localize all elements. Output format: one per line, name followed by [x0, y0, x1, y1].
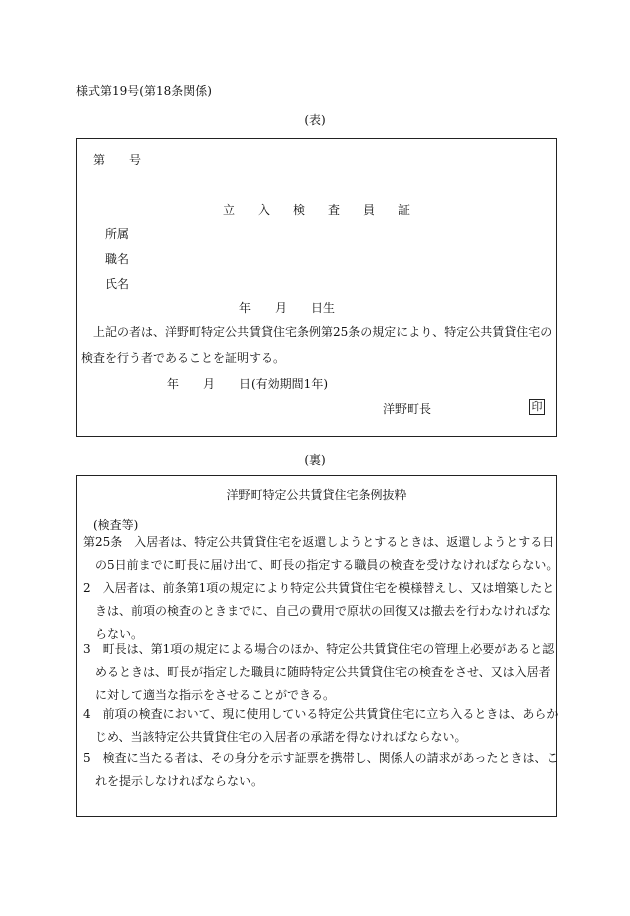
certificate-title: 立入検査員証 [222, 203, 433, 217]
article-25-paragraph-5: 5 検査に当たる者は、その身分を示す証票を携帯し、関係人の請求があったときは、これを提示しなければならない。 [83, 751, 559, 788]
field-name: 氏名 [105, 277, 130, 291]
article-25-paragraph-3: 3 町長は、第1項の規定による場合のほか、特定公共賃貸住宅の管理上必要があると認めるときは、町長が指定した職員に随時特定公共賃貸住宅の検査をさせ、又は入居者に対して適当な指示をさせることができる。 [83, 642, 555, 702]
back-side-label: (裏) [304, 453, 326, 467]
certification-statement: 上記の者は、洋野町特定公共賃貸住宅条例第25条の規定により、特定公共賃貸住宅の検査を行う者であることを証明する。 [81, 325, 553, 365]
article-25-paragraph-2: 2 入居者は、前条第1項の規定により特定公共賃貸住宅を模様替えし、又は増築したときは、前項の検査のときまでに、自己の費用で原状の回復又は撤去を行わなければならない。 [83, 581, 555, 641]
issuer-name: 洋野町長 [383, 402, 432, 416]
birth-date: 年 月 日生 [239, 301, 336, 315]
form-number-label: 様式第19号(第18条関係) [76, 84, 212, 98]
back-excerpt-box [76, 475, 557, 817]
certificate-number: 第 号 [93, 153, 142, 167]
article-25-paragraph-4: 4 前項の検査において、現に使用している特定公共賃貸住宅に立ち入るときは、あらかじめ、当該特定公共賃貸住宅の入居者の承諾を得なければならない。 [83, 707, 559, 744]
article-25: 第25条 入居者は、特定公共賃貸住宅を返還しようとするときは、返還しようとする日の5日前までに町長に届け出て、町長の指定する職員の検査を受けなければならない。 [83, 535, 559, 572]
front-certificate-box [76, 138, 557, 437]
issue-date: 年 月 日(有効期間1年) [167, 377, 328, 391]
field-position: 職名 [105, 252, 130, 266]
seal-mark: 印 [529, 399, 545, 415]
front-side-label: (表) [304, 113, 326, 127]
excerpt-title: 洋野町特定公共賃貸住宅条例抜粋 [226, 488, 407, 502]
excerpt-caption: (検査等) [93, 518, 139, 532]
field-affiliation: 所属 [105, 227, 130, 241]
